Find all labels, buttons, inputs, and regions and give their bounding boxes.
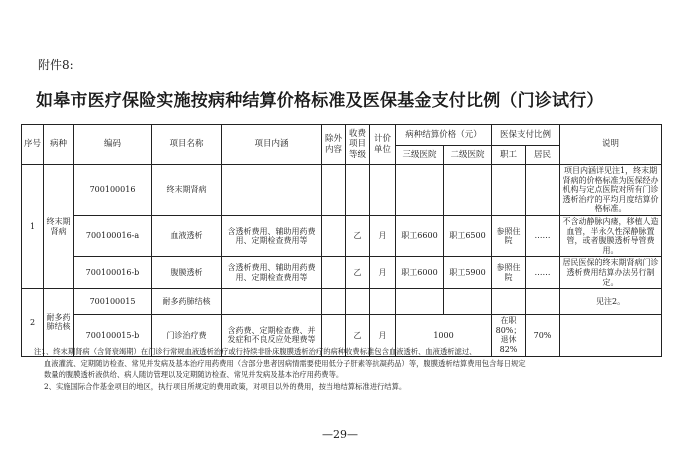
cell-unit <box>370 289 396 315</box>
cell-level3: 职工6000 <box>396 257 444 289</box>
cell-remarks: 项目内涵详见注1，终末期肾病的价格标准为医保经办机构与定点医院对所有门诊透析治疗的平均月度结算价格标准。 <box>560 165 662 216</box>
cell-fee-grade: 乙 <box>346 257 370 289</box>
header-fee-grade: 收费项目等级 <box>346 125 370 165</box>
cell-resident <box>526 289 560 315</box>
header-remarks: 说明 <box>560 125 662 165</box>
cell-level3 <box>396 165 444 216</box>
header-employee: 职工 <box>492 146 526 165</box>
footnote-line: 数量的腹膜透析液供给、病人随访管理以及定期随访检查、常见并发病及基本治疗用药费等。 <box>44 370 344 380</box>
table-row <box>22 215 662 256</box>
header-seq: 序号 <box>22 125 44 165</box>
table-row <box>22 257 662 289</box>
cell-disease: 耐多药肺结核 <box>44 289 74 356</box>
header-price-group: 病种结算价格（元） <box>396 125 492 146</box>
header-unit: 计价单位 <box>370 125 396 165</box>
cell-fee-grade <box>346 165 370 216</box>
cell-excluded <box>322 165 346 216</box>
header-resident: 居民 <box>526 146 560 165</box>
cell-item-content <box>222 165 322 216</box>
cell-level2: 职工6500 <box>444 215 492 256</box>
cell-level2: 职工5900 <box>444 257 492 289</box>
cell-remarks: 见注2。 <box>560 289 662 315</box>
cell-code: 700100016-b <box>74 257 152 289</box>
cell-level2 <box>444 165 492 216</box>
cell-resident: 70% <box>526 315 560 356</box>
cell-fee-grade <box>346 289 370 315</box>
cell-excluded <box>322 289 346 315</box>
cell-item-name: 腹膜透析 <box>152 257 222 289</box>
cell-unit: 月 <box>370 215 396 256</box>
cell-employee <box>492 165 526 216</box>
document-title: 如皋市医疗保险实施按病种结算价格标准及医保基金支付比例（门诊试行） <box>36 91 604 111</box>
cell-price-merged: 1000 <box>396 315 492 356</box>
cell-item-content <box>222 289 322 315</box>
cell-disease: 终末期肾病 <box>44 165 74 289</box>
cell-level2 <box>444 289 492 315</box>
page-number: —29— <box>322 428 358 441</box>
cell-employee: 参照住院 <box>492 257 526 289</box>
cell-remarks: 不含动静脉内瘘，移植人造血管，半永久性深静脉置管，或者腹膜透析导管费用。 <box>560 215 662 256</box>
cell-employee: 参照住院 <box>492 215 526 256</box>
cell-item-content: 含透析费用、辅助用药费用、定期检查费用等 <box>222 215 322 256</box>
cell-item-name: 门诊治疗费 <box>152 315 222 356</box>
pricing-table <box>21 124 662 357</box>
cell-unit <box>370 165 396 216</box>
cell-employee: 在职80%；退休82% <box>492 315 526 356</box>
cell-unit: 月 <box>370 315 396 356</box>
footnotes <box>34 346 644 393</box>
cell-fee-grade: 乙 <box>346 215 370 256</box>
cell-code: 700100015-b <box>74 315 152 356</box>
table-header-row <box>22 125 662 146</box>
cell-fee-grade: 乙 <box>346 315 370 356</box>
cell-code: 700100016-a <box>74 215 152 256</box>
header-item-content: 项目内涵 <box>222 125 322 165</box>
cell-level3: 职工6600 <box>396 215 444 256</box>
cell-item-name: 终末期肾病 <box>152 165 222 216</box>
cell-level3 <box>396 289 444 315</box>
footnote-line: 血液灌流、定期随访检查、常见并发病及基本治疗用药费用（含部分患者因病情需要使用低分子肝素等抗凝药品）等，腹膜透析结算费用包含每日规定 <box>44 358 526 368</box>
header-level3: 三级医院 <box>396 146 444 165</box>
table-row <box>22 289 662 315</box>
cell-seq: 2 <box>22 289 44 356</box>
header-disease: 病种 <box>44 125 74 165</box>
header-code: 编码 <box>74 125 152 165</box>
cell-resident: …… <box>526 215 560 256</box>
cell-item-name: 耐多药肺结核 <box>152 289 222 315</box>
header-level2: 二级医院 <box>444 146 492 165</box>
cell-resident: …… <box>526 257 560 289</box>
header-ratio-group: 医保支付比例 <box>492 125 560 146</box>
cell-item-content: 含透析费用、辅助用药费用、定期检查费用等 <box>222 257 322 289</box>
cell-remarks: 居民医保的终末期肾病门诊透析费用结算办法另行制定。 <box>560 257 662 289</box>
cell-code: 700100015 <box>74 289 152 315</box>
cell-unit: 月 <box>370 257 396 289</box>
cell-seq: 1 <box>22 165 44 289</box>
cell-excluded <box>322 257 346 289</box>
cell-item-name: 血液透析 <box>152 215 222 256</box>
table-row <box>22 165 662 216</box>
footnote-line: 2、实施国际合作基金项目的地区，执行项目所规定的费用政策，对项目以外的费用，按当地结算标准进行结算。 <box>44 382 407 392</box>
attachment-label: 附件8: <box>38 58 74 72</box>
cell-code: 700100016 <box>74 165 152 216</box>
cell-excluded <box>322 215 346 256</box>
header-item-name: 项目名称 <box>152 125 222 165</box>
cell-employee <box>492 289 526 315</box>
header-excluded: 除外内容 <box>322 125 346 165</box>
footnote-line: 注1、终末期肾病（含肾衰竭期）在门诊行常规血液透析治疗或行持续非卧床腹膜透析治疗的病种收费标准包含血液透析、血液透析滤过、 <box>34 347 477 356</box>
cell-item-content: 含药费、定期检查费、并发症和不良反应处理费等 <box>222 315 322 356</box>
cell-resident <box>526 165 560 216</box>
